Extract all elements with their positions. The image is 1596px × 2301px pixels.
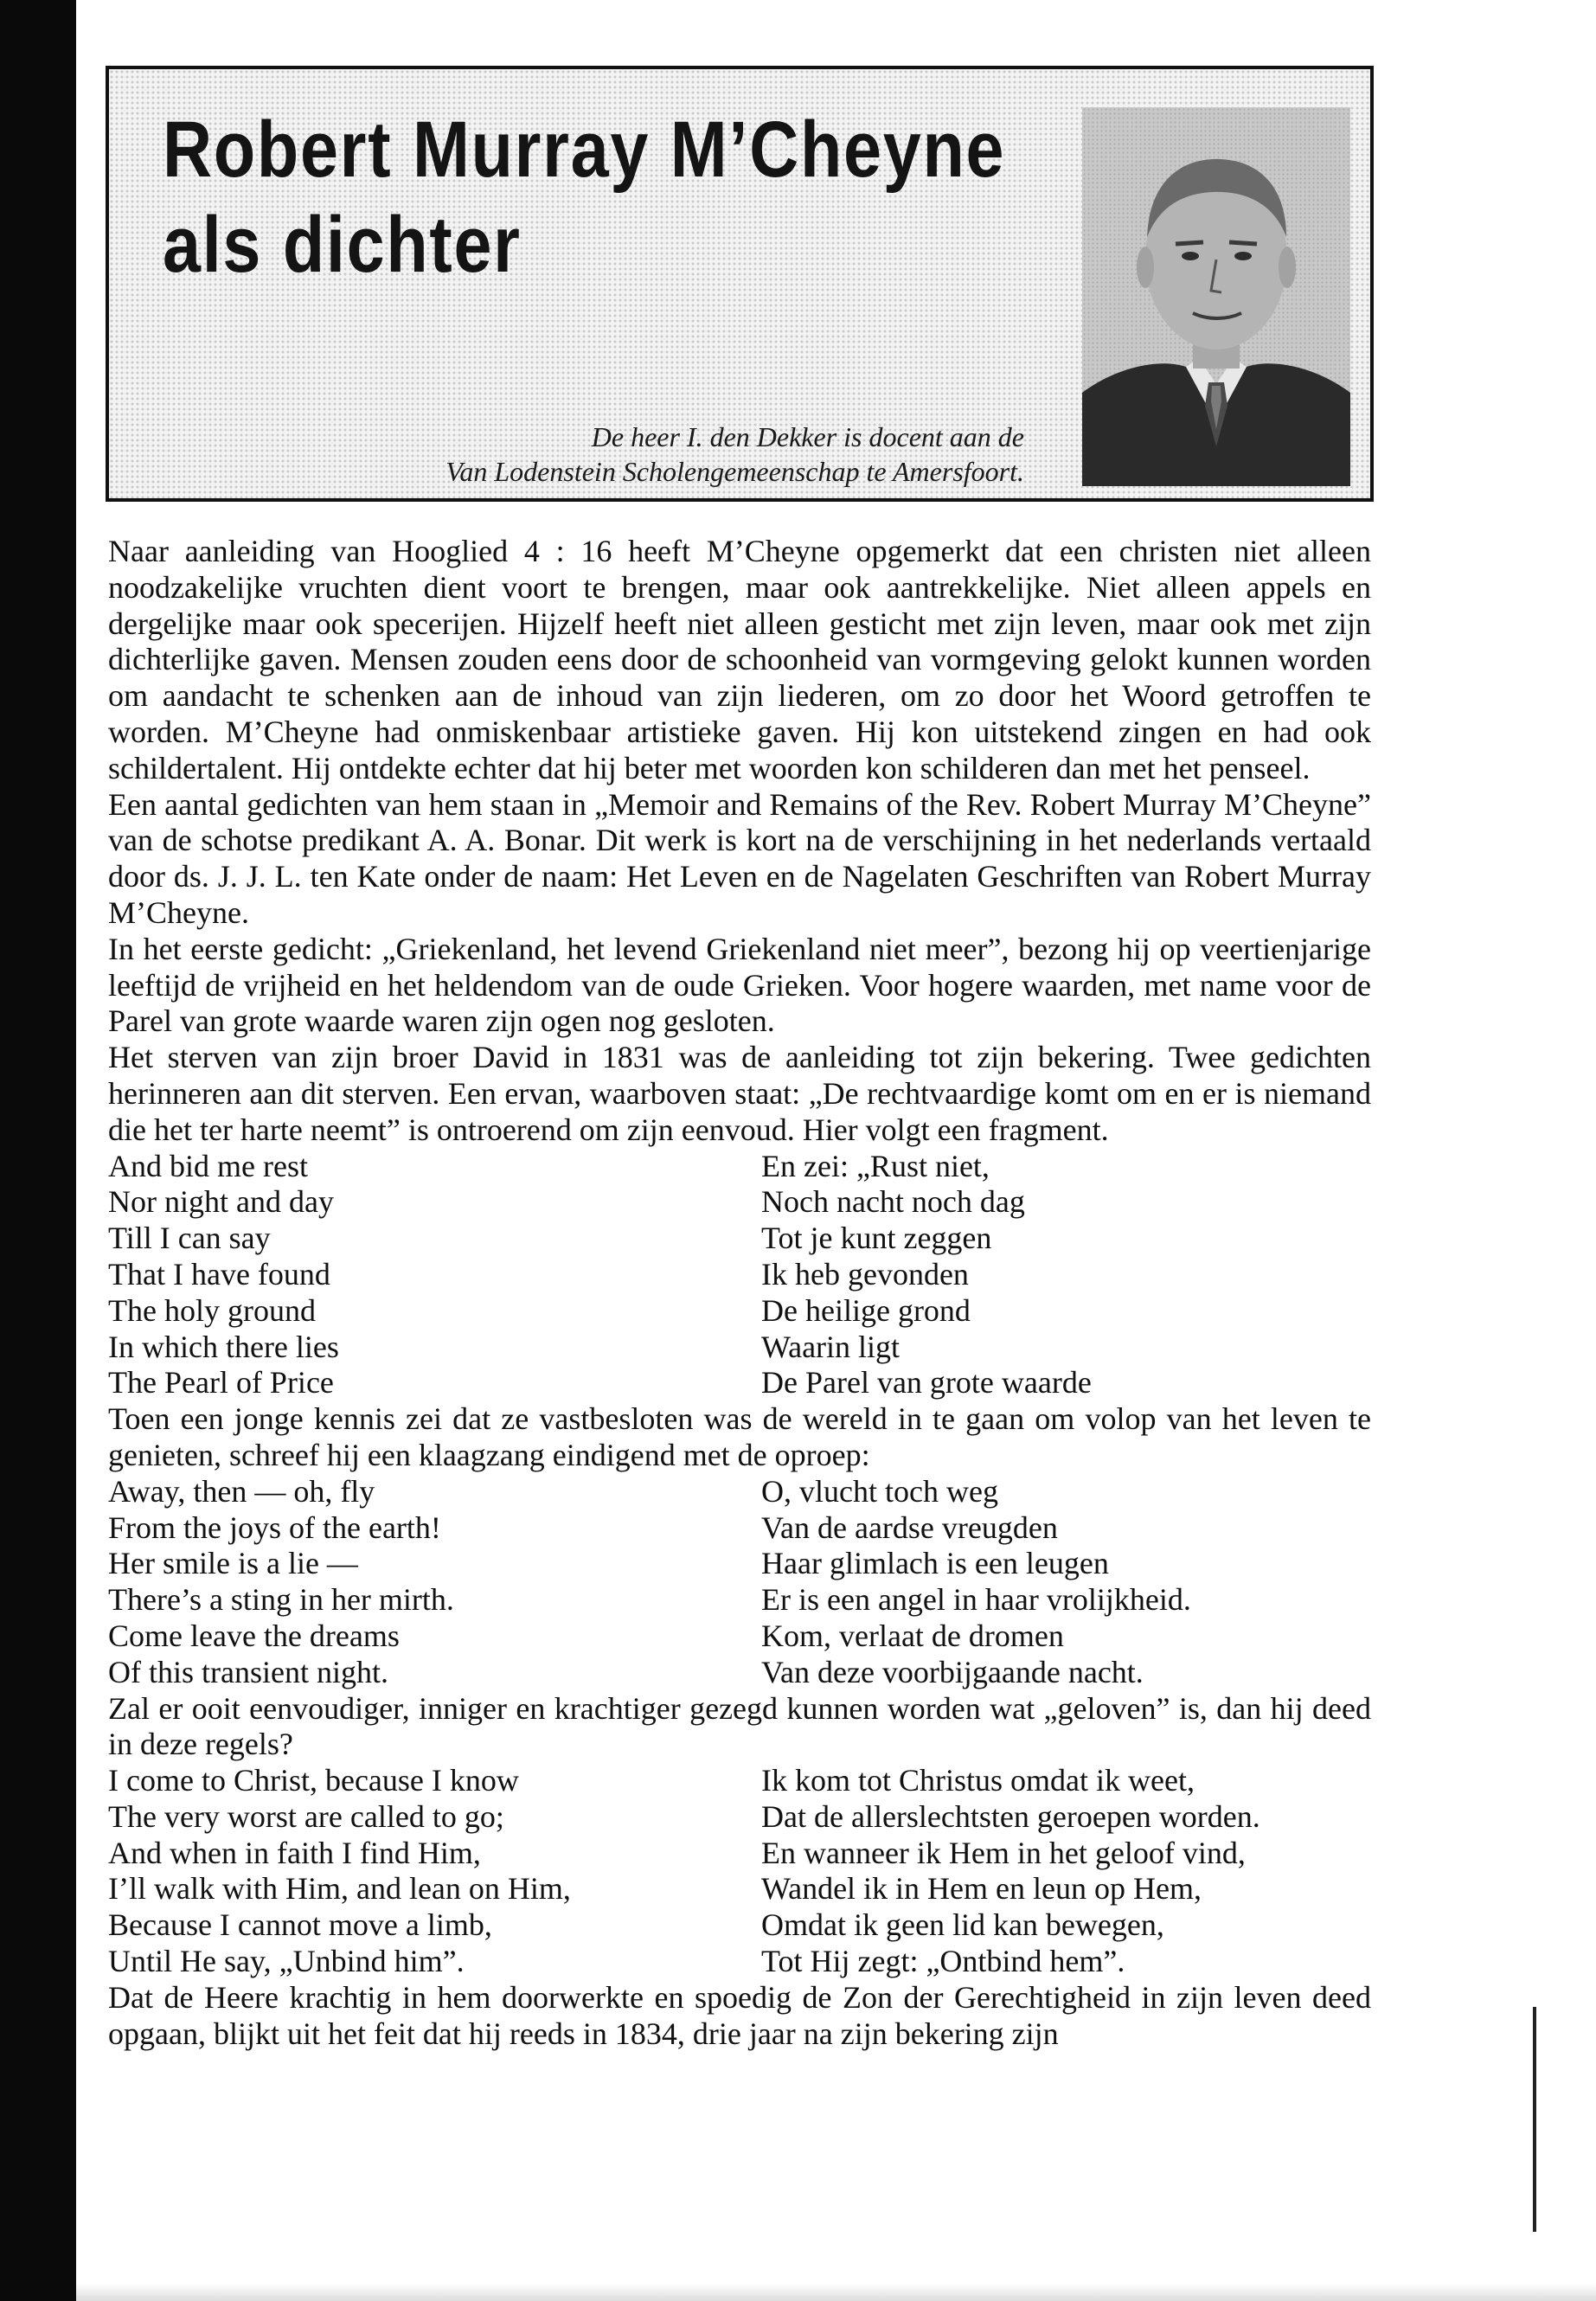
article-title (163, 102, 1005, 292)
poem-line-nl: Ik kom tot Christus omdat ik weet, (761, 1763, 1195, 1798)
poem-line-en: That I have found (108, 1256, 330, 1292)
poem-line-nl: Omdat ik geen lid kan bewegen, (761, 1907, 1164, 1943)
poem-line-en: Until He say, „Unbind him”. (108, 1944, 465, 1979)
poem-line-nl: En wanneer ik Hem in het geloof vind, (761, 1835, 1246, 1870)
article-body (108, 534, 1371, 2052)
poem-line-en: Away, then — oh, fly (108, 1473, 375, 1509)
byline-line-2: Van Lodenstein Scholengemeenschap te Amersfoort. (445, 456, 1024, 487)
poem-line-en: Her smile is a lie — (108, 1546, 358, 1581)
scan-mark (1533, 2007, 1536, 2232)
poem-line-en: The very worst are called to go; (108, 1798, 504, 1834)
poem-i-come-to-christ (108, 1763, 1371, 1980)
poem-line-nl: O, vlucht toch weg (761, 1473, 998, 1509)
paragraph-memoir: Een aantal gedichten van hem staan in „Memoir and Remains of the Rev. Robert Murray M’Cheyne” van de schotse predikant A. A. Bonar. Dit werk is kort na de verschijning in het nederlands vertaald door ds. J. J. L. ten Kate onder de naam: Het Leven en de Nagelaten Geschriften van Robert Murray M’Cheyne. (108, 786, 1371, 930)
scan-edge-left (0, 0, 76, 2301)
poem-line-en: Of this transient night. (108, 1654, 388, 1689)
poem-line-en: There’s a sting in her mirth. (108, 1582, 454, 1618)
paragraph-intro: Naar aanleiding van Hooglied 4 : 16 heeft M’Cheyne opgemerkt dat een christen niet alleen noodzakelijke vruchten dient voort te brengen, maar ook aantrekkelijke. Niet alleen appels en dergelijke maar ook specerijen. Hijzelf heeft niet alleen gesticht met zijn leven, maar ook met zijn dichterlijke gaven. Mensen zouden eens door de schoonheid van vormgeving gelokt kunnen worden om aandacht te schenken aan de inhoud van zijn liederen, om zo door het Woord getroffen te worden. M’Cheyne had onmiskenbaar artistieke gaven. Hij kon uitstekend zingen en had ook schildertalent. Hij ontdekte echter dat hij beter met woorden kon schilderen dan met het penseel. (108, 534, 1371, 785)
poem-line-en: And bid me rest (108, 1148, 308, 1183)
poem-line-nl: Er is een angel in haar vrolijkheid. (761, 1582, 1191, 1618)
poem-line-nl: Ik heb gevonden (761, 1256, 969, 1292)
paragraph-lament: Toen een jonge kennis zei dat ze vastbesloten was de wereld in te gaan om volop van het leven te genieten, schreef hij een klaagzang eindigend met de oproep: (108, 1401, 1371, 1472)
poem-bid-me-rest (108, 1149, 1371, 1402)
paragraph-conversion: Dat de Heere krachtig in hem doorwerkte en spoedig de Zon der Gerechtigheid in zijn leven deed opgaan, blijkt uit het feit dat hij reeds in 1834, drie jaar na zijn bekering zijn (108, 1979, 1371, 2051)
title-line-2: als dichter (163, 201, 522, 289)
article-header (106, 66, 1374, 502)
title-line-1: Robert Murray M’Cheyne (163, 106, 1006, 194)
poem-line-nl: Wandel ik in Hem en leun op Hem, (761, 1871, 1202, 1907)
byline-line-1: De heer I. den Dekker is docent aan de (591, 421, 1024, 452)
poem-line-en: Till I can say (108, 1221, 271, 1256)
poem-line-en: Come leave the dreams (108, 1618, 400, 1653)
poem-line-nl: Van de aardse vreugden (761, 1509, 1058, 1545)
poem-line-en: The holy ground (108, 1292, 316, 1328)
poem-line-nl: Dat de allerslechtsten geroepen worden. (761, 1798, 1260, 1834)
paragraph-faith: Zal er ooit eenvoudiger, inniger en krachtiger gezegd kunnen worden wat „geloven” is, dan hij deed in deze regels? (108, 1690, 1371, 1762)
poem-line-nl: De Parel van grote waarde (761, 1365, 1092, 1400)
poem-line-nl: Van deze voorbijgaande nacht. (761, 1654, 1144, 1689)
author-portrait (1082, 107, 1350, 486)
poem-away-then (108, 1474, 1371, 1691)
poem-line-nl: Tot je kunt zeggen (761, 1221, 992, 1256)
poem-line-en: The Pearl of Price (108, 1365, 334, 1400)
author-byline (445, 420, 1024, 489)
poem-line-en: I come to Christ, because I know (108, 1763, 519, 1798)
poem-line-en: Because I cannot move a limb, (108, 1907, 492, 1943)
poem-line-en: Nor night and day (108, 1184, 334, 1220)
poem-line-nl: Tot Hij zegt: „Ontbind hem”. (761, 1944, 1125, 1979)
paragraph-brother-david: Het sterven van zijn broer David in 1831 was de aanleiding tot zijn bekering. Twee gedichten herinneren aan dit sterven. Een ervan, waarboven staat: „De rechtvaardige komt om en er is niemand die het ter harte neemt” is ontroerend om zijn eenvoud. Hier volgt een fragment. (108, 1040, 1371, 1147)
paragraph-first-poem: In het eerste gedicht: „Griekenland, het levend Griekenland niet meer”, bezong hij op veertienjarige leeftijd de vrijheid en het heldendom van de oude Grieken. Voor hogere waarden, met name voor de Parel van grote waarde waren zijn ogen nog gesloten. (108, 931, 1371, 1039)
poem-line-nl: Noch nacht noch dag (761, 1184, 1025, 1220)
poem-line-en: And when in faith I find Him, (108, 1835, 481, 1870)
poem-line-nl: Waarin ligt (761, 1329, 901, 1364)
poem-line-en: From the joys of the earth! (108, 1509, 441, 1545)
poem-line-nl: Haar glimlach is een leugen (761, 1546, 1109, 1581)
scan-edge-bottom (76, 2284, 1596, 2301)
poem-line-en: I’ll walk with Him, and lean on Him, (108, 1871, 571, 1907)
poem-line-nl: Kom, verlaat de dromen (761, 1618, 1064, 1653)
poem-line-en: In which there lies (108, 1329, 339, 1364)
poem-line-nl: De heilige grond (761, 1292, 971, 1328)
poem-line-nl: En zei: „Rust niet, (761, 1148, 990, 1183)
